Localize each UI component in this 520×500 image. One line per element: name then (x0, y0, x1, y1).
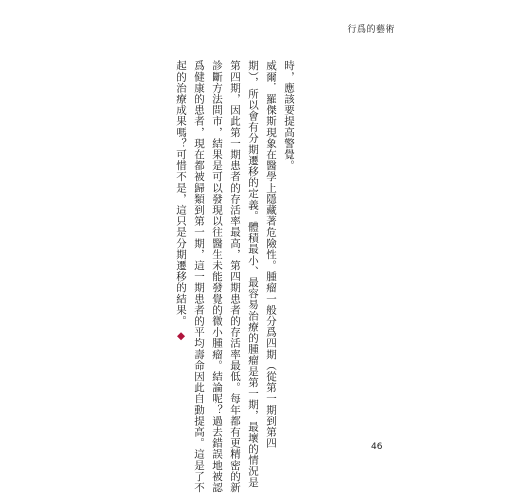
text-column: 診斷方法問市，結果是可以發現以往醫生未能發覺的微小腫瘤。結論呢？過去錯誤地被認 (211, 60, 223, 493)
page-number: 46 (371, 442, 383, 452)
running-head: 行爲的藝術 (347, 25, 395, 35)
text-column: 第四期，因此第一期患者的存活率最高，第四期患者的存活率最低。每年都有更精密的新 (229, 60, 241, 493)
text-column-last (172, 60, 190, 440)
body-text (172, 60, 298, 493)
text-column: 時，應該要提高警覺。 (283, 60, 295, 171)
text-column: 期），所以會有分期遷移的定義。體積最小、最容易治療的腫瘤是第一期，最壞的情況是 (247, 60, 259, 488)
last-line-text: 起的治療成果嗎？可惜不是，這只是分期遷移的結果。 (175, 60, 187, 327)
end-mark-icon: ◆ (175, 330, 187, 344)
text-column: 爲健康的患者，現在都被歸類到第一期，這一期患者的平均壽命因此自動提高。這是了不 (193, 60, 205, 493)
text-column: 威爾．羅傑斯現象在醫學上隱藏著危險性。腫瘤一般分爲四期（從第一期到第四 (265, 60, 277, 449)
